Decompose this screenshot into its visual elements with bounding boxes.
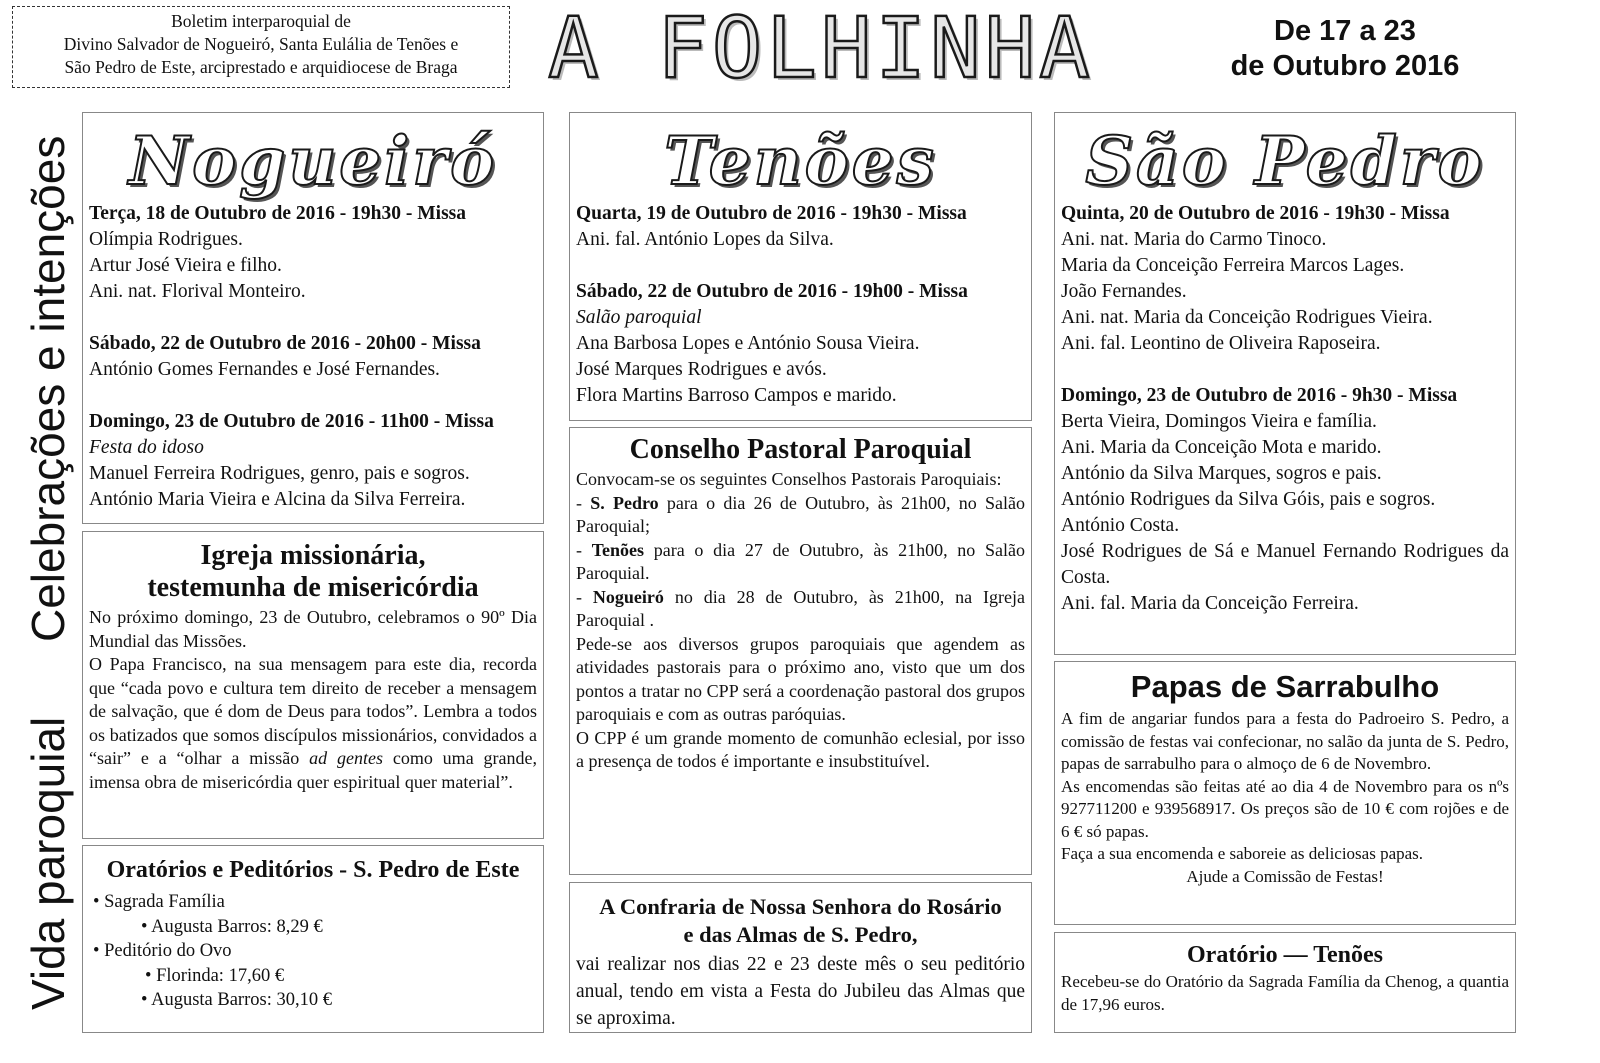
mass-heading: Sábado, 22 de Outubro de 2016 - 20h00 - Missa (89, 333, 481, 354)
missionary-article (82, 531, 544, 839)
intention-line: Ana Barbosa Lopes e António Sousa Vieira. (576, 333, 920, 354)
mass-subtitle: Salão paroquial (576, 307, 702, 328)
bulletin-info-line: Divino Salvador de Nogueiró, Santa Eulália de Tenões e (63, 34, 459, 54)
intention-line: Ani. nat. Florival Monteiro. (89, 281, 306, 302)
intention-line: António Costa. (1061, 515, 1180, 536)
mass-heading: Terça, 18 de Outubro de 2016 - 19h30 - Missa (89, 203, 467, 224)
vertical-label-celebracoes: Celebrações e intenções (22, 136, 74, 643)
intention-line: Ani. Maria da Conceição Mota e marido. (1061, 437, 1382, 458)
mass-heading: Quarta, 19 de Outubro de 2016 - 19h30 - Missa (576, 203, 967, 224)
list-item: • Augusta Barros: 8,29 € (141, 916, 323, 937)
date-range-line2: de Outubro 2016 (1230, 50, 1460, 82)
intention-line: Maria da Conceição Ferreira Marcos Lages. (1061, 255, 1405, 276)
vertical-label-vida-paroquial: Vida paroquial (22, 716, 74, 1010)
oratorio-tenoes-box (1054, 932, 1516, 1033)
conselho-item: - S. Pedro para o dia 26 de Outubro, às 21h00, no Salão Paroquial; (576, 492, 1026, 536)
sao-pedro-box (1054, 112, 1516, 655)
bulletin-info-line: São Pedro de Este, arciprestado e arquidiocese de Braga (64, 57, 458, 77)
mass-event (576, 279, 1025, 409)
missionary-paragraph: No próximo domingo, 23 de Outubro, celebramos o 90º Dia Mundial das Missões. (89, 607, 537, 651)
mass-event (1061, 383, 1509, 617)
mass-heading: Sábado, 22 de Outubro de 2016 - 19h00 - Missa (576, 281, 968, 302)
mass-event (89, 409, 537, 513)
missionary-title-line2: testemunha de misericórdia (147, 572, 479, 603)
confraria-text: vai realizar nos dias 22 e 23 deste mês o seu peditório anual, tendo em vista a Festa do Jubileu das Almas que se aproxima. (576, 954, 1025, 1029)
mass-event (1061, 201, 1509, 357)
missionary-title (89, 540, 537, 604)
mass-subtitle: Festa do idoso (89, 437, 204, 458)
intention-line: António Rodrigues da Silva Góis, pais e sogros. (1061, 489, 1436, 510)
conselho-title: Conselho Pastoral Paroquial (629, 434, 972, 465)
conselho-article (569, 427, 1032, 875)
intention-line: António Maria Vieira e Alcina da Silva Ferreira. (89, 489, 466, 510)
intention-line: Ani. fal. António Lopes da Silva. (576, 229, 834, 250)
confraria-article (569, 882, 1032, 1033)
conselho-item: - Tenões para o dia 27 de Outubro, às 21h00, no Salão Paroquial. (576, 539, 1025, 583)
intention-line: Ani. nat. Maria do Carmo Tinoco. (1061, 229, 1327, 250)
list-item: • Augusta Barros: 30,10 € (141, 990, 332, 1010)
intention-line: Ani. nat. Maria da Conceição Rodrigues Vieira. (1061, 307, 1433, 328)
missionary-text-end: como uma grande, imensa obra de misericórdia quer espiritual quer material”. (89, 748, 538, 792)
bulletin-info-line: Boletim interparoquial de (171, 11, 351, 31)
tenoes-title: Tenões (664, 122, 937, 200)
conselho-intro: Convocam-se os seguintes Conselhos Pastorais Paroquiais: (576, 469, 1002, 489)
date-range (1200, 14, 1490, 84)
missionary-title-line1: Igreja missionária, (200, 540, 426, 571)
papas-paragraph: A fim de angariar fundos para a festa do Padroeiro S. Pedro, a comissão de festas vai confecionar, no salão da junta de S. Pedro, papas de sarrabulho para o almoço de 6 de Novembro. (1061, 709, 1509, 773)
date-range-line1: De 17 a 23 (1274, 15, 1416, 47)
missionary-italic: ad gentes (309, 748, 383, 768)
bulletin-title: A FOLHINHA (548, 0, 1094, 97)
oratorios-list (89, 890, 537, 1013)
mass-heading: Domingo, 23 de Outubro de 2016 - 9h30 - Missa (1061, 385, 1458, 406)
confraria-title (576, 893, 1025, 949)
tenoes-box (569, 112, 1032, 421)
list-item: • Florinda: 17,60 € (145, 965, 285, 986)
intention-line: João Fernandes. (1061, 281, 1187, 302)
intention-line: Olímpia Rodrigues. (89, 229, 243, 250)
intention-line: Ani. fal. Maria da Conceição Ferreira. (1061, 593, 1359, 614)
nogueiro-title: Nogueiró (128, 122, 498, 200)
oratorio-tenoes-text: Recebeu-se do Oratório da Sagrada Família da Chenog, a quantia de 17,96 euros. (1061, 972, 1509, 1014)
sao-pedro-title: São Pedro (1085, 122, 1485, 200)
conselho-paragraph: Pede-se aos diversos grupos paroquiais que agendem as atividades pastorais para o próximo ano, visto que um dos pontos a tratar no CPP será a coordenação pastoral dos grupos paroquiais e com as outras paróquias. (576, 633, 1025, 724)
missionary-text: O Papa Francisco, na sua mensagem para este dia, recorda que “cada povo e cultura tem direito de receber a mensagem de salvação, que é dom de Deus para todos”. Lembra a todos os batizados que somos discípulos missionários, convidados a “sair” e a “olhar a missão (89, 654, 537, 768)
intention-line: António da Silva Marques, sogros e pais. (1061, 463, 1382, 484)
papas-closing: Ajude a Comissão de Festas! (1186, 866, 1384, 886)
nogueiro-box (82, 112, 544, 524)
mass-heading: Quinta, 20 de Outubro de 2016 - 19h30 - Missa (1061, 203, 1450, 224)
oratorios-box (82, 845, 544, 1033)
oratorios-title: Oratórios e Peditórios - S. Pedro de Este (106, 857, 520, 883)
intention-line: Flora Martins Barroso Campos e marido. (576, 385, 897, 406)
intention-line: Berta Vieira, Domingos Vieira e família. (1061, 411, 1377, 432)
conselho-item: - Nogueiró no dia 28 de Outubro, às 21h00, na Igreja Paroquial . (576, 586, 1025, 630)
list-item: • Sagrada Família (93, 892, 225, 912)
mass-event (89, 201, 537, 305)
vertical-section-label (4, 120, 92, 1026)
conselho-paragraph: O CPP é um grande momento de comunhão eclesial, por isso a presença de todos é importante e insubstituível. (576, 727, 1025, 771)
papas-article (1054, 661, 1516, 925)
mass-heading: Domingo, 23 de Outubro de 2016 - 11h00 - Missa (89, 411, 494, 432)
papas-title: Papas de Sarrabulho (1130, 669, 1440, 704)
list-item: • Peditório do Ovo (93, 941, 232, 961)
bulletin-info-box (12, 6, 510, 88)
confraria-title-line2: e das Almas de S. Pedro, (683, 922, 918, 947)
missionary-paragraph-2 (89, 653, 537, 794)
parish-name: Nogueiró (592, 586, 664, 607)
intention-line: António Gomes Fernandes e José Fernandes. (89, 359, 440, 380)
intention-line: Artur José Vieira e filho. (89, 255, 282, 276)
papas-paragraph: As encomendas são feitas até ao dia 4 de Novembro para os nºs 927711200 e 939568917. Os preços são de 10 € com rojões e de 6 € só papas. (1061, 776, 1509, 841)
mass-event (89, 331, 537, 383)
parish-name: S. Pedro (590, 492, 659, 513)
confraria-title-line1: A Confraria de Nossa Senhora do Rosário (599, 894, 1002, 919)
mass-event (576, 201, 1025, 253)
papas-paragraph: Faça a sua encomenda e saboreie as deliciosas papas. (1061, 844, 1424, 863)
intention-line: José Rodrigues de Sá e Manuel Fernando Rodrigues da Costa. (1061, 541, 1509, 588)
intention-line: Ani. fal. Leontino de Oliveira Raposeira. (1061, 333, 1381, 354)
intention-line: Manuel Ferreira Rodrigues, genro, pais e sogros. (89, 463, 470, 484)
oratorio-tenoes-title: Oratório — Tenões (1187, 942, 1383, 968)
intention-line: José Marques Rodrigues e avós. (576, 359, 827, 380)
parish-name: Tenões (591, 539, 645, 560)
